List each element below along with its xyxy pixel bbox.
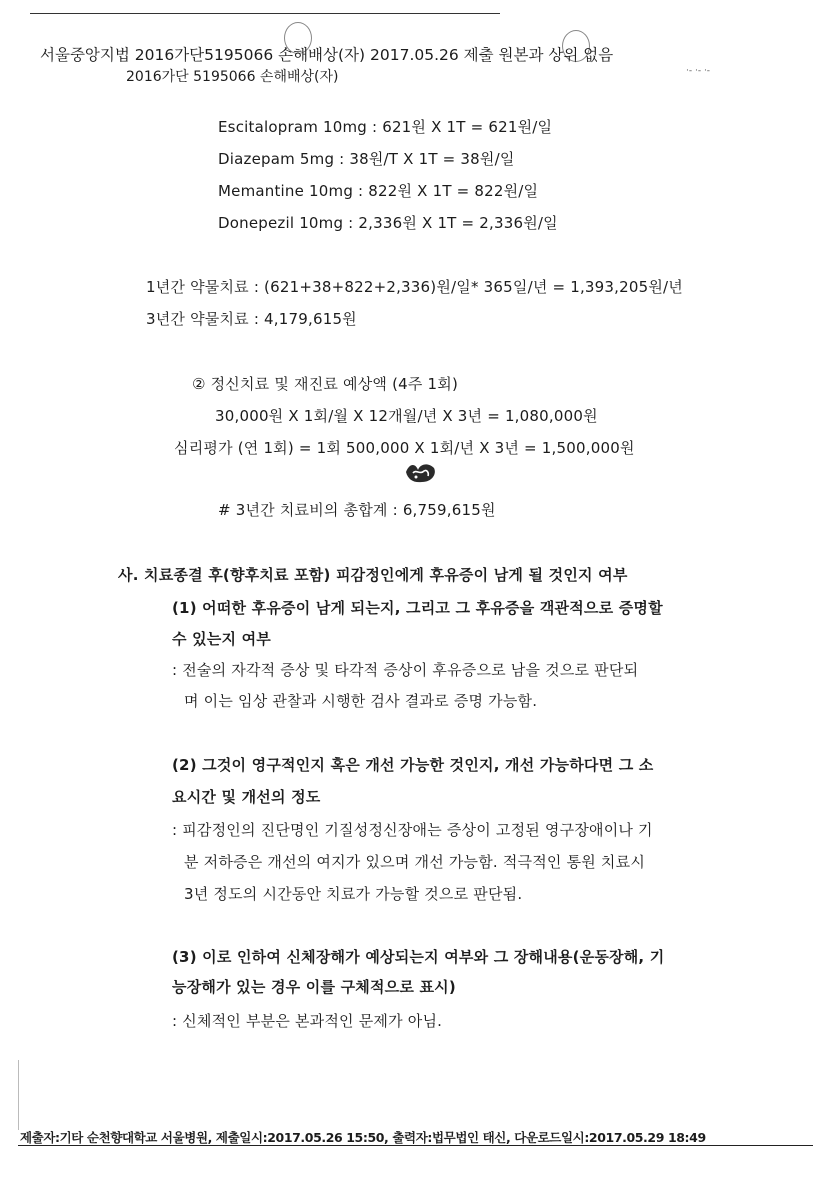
total-cost: # 3년간 치료비의 총합계 : 6,759,615원 (218, 501, 496, 519)
drug-cost-three-year: 3년간 약물치료 : 4,179,615원 (146, 310, 357, 328)
medication-line: Donepezil 10mg : 2,336원 X 1T = 2,336원/일 (218, 214, 558, 232)
medication-line: Diazepam 5mg : 38원/T X 1T = 38원/일 (218, 150, 515, 168)
question-1-line-1: (1) 어떠한 후유증이 남게 되는지, 그리고 그 후유증을 객관적으로 증명할 (172, 599, 663, 617)
drug-cost-one-year: 1년간 약물치료 : (621+38+822+2,336)원/일* 365일/년 = 1,393,205원/년 (146, 278, 683, 296)
answer-1-line-2: 며 이는 임상 관찰과 시행한 검사 결과로 증명 가능함. (184, 692, 538, 710)
seal-stamp (404, 460, 438, 486)
question-3-line-2: 능장해가 있는 경우 이를 구체적으로 표시) (172, 978, 456, 996)
question-2-line-1: (2) 그것이 영구적인지 혹은 개선 가능한 것인지, 개선 가능하다면 그 소 (172, 756, 654, 774)
answer-3-line-1: : 신체적인 부분은 본과적인 문제가 아님. (172, 1012, 443, 1030)
medication-line: Memantine 10mg : 822원 X 1T = 822원/일 (218, 182, 539, 200)
answer-2-line-2: 분 저하증은 개선의 여지가 있으며 개선 가능함. 적극적인 통원 치료시 (184, 853, 646, 871)
question-2-line-2: 요시간 및 개선의 정도 (172, 788, 321, 806)
header-case-line: 2016가단 5195066 손해배상(자) (126, 69, 339, 85)
submission-footer: 제출자:기타 순천향대학교 서울병원, 제출일시:2017.05.26 15:50, 출력자:법무법인 태신, 다운로드일시:2017.05.29 18:49 (20, 1130, 706, 1145)
corner-mark: ·- ·- ·- (686, 66, 711, 76)
header-court-line: 서울중앙지법 2016가단5195066 손해배상(자) 2017.05.26 제출 원본과 상위 없음 (40, 46, 614, 64)
answer-2-line-1: : 피감정인의 진단명인 기질성정신장애는 증상이 고정된 영구장애이나 기 (172, 821, 653, 839)
medication-line: Escitalopram 10mg : 621원 X 1T = 621원/일 (218, 118, 553, 136)
question-1-line-2: 수 있는지 여부 (172, 630, 271, 648)
top-rule (30, 13, 500, 14)
question-3-line-1: (3) 이로 인하여 신체장해가 예상되는지 여부와 그 장해내용(운동장해, 기 (172, 948, 665, 966)
bottom-rule (18, 1145, 813, 1146)
section-sa-heading: 사. 치료종결 후(향후치료 포함) 피감정인에게 후유증이 남게 될 것인지 여부 (118, 566, 628, 584)
answer-2-line-3: 3년 정도의 시간동안 치료가 가능할 것으로 판단됨. (184, 885, 523, 903)
answer-1-line-1: : 전술의 자각적 증상 및 타각적 증상이 후유증으로 남을 것으로 판단되 (172, 661, 639, 679)
psych-therapy-cost: 30,000원 X 1회/월 X 12개월/년 X 3년 = 1,080,000원 (215, 407, 598, 425)
psych-eval-cost: 심리평가 (연 1회) = 1회 500,000 X 1회/년 X 3년 = 1,500,000원 (174, 439, 635, 457)
psych-heading: ② 정신치료 및 재진료 예상액 (4주 1회) (192, 375, 459, 393)
left-edge-mark (18, 1060, 19, 1130)
